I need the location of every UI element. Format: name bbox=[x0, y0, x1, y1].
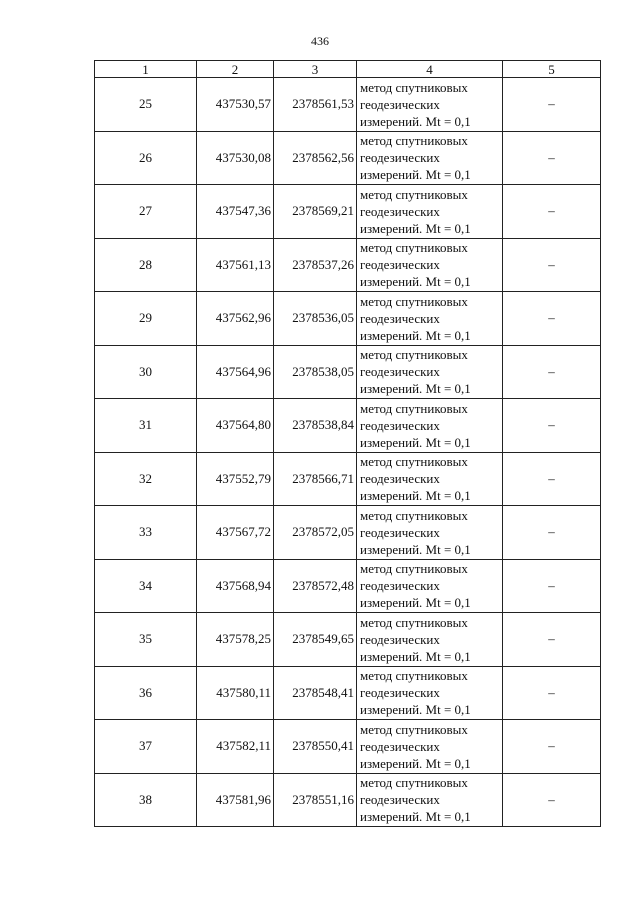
method-line: измерений. Mt = 0,1 bbox=[360, 327, 471, 343]
method-cell bbox=[357, 720, 503, 774]
y-coordinate-cell: 2378566,71 bbox=[274, 452, 357, 506]
y-coordinate-cell: 2378572,05 bbox=[274, 506, 357, 560]
column-5-cell: – bbox=[503, 666, 601, 720]
method-line: геодезических bbox=[360, 257, 440, 273]
method-cell bbox=[357, 452, 503, 506]
y-coordinate-cell: 2378536,05 bbox=[274, 292, 357, 346]
column-5-cell: – bbox=[503, 452, 601, 506]
x-coordinate-cell: 437530,08 bbox=[197, 131, 274, 185]
table-row bbox=[95, 506, 601, 560]
column-header-2: 2 bbox=[197, 61, 274, 78]
method-line: геодезических bbox=[360, 417, 440, 433]
x-coordinate-cell: 437568,94 bbox=[197, 559, 274, 613]
x-coordinate-cell: 437547,36 bbox=[197, 185, 274, 239]
y-coordinate-cell: 2378551,16 bbox=[274, 773, 357, 827]
point-number-cell: 33 bbox=[95, 506, 197, 560]
method-line: измерений. Mt = 0,1 bbox=[360, 381, 471, 397]
column-header-5: 5 bbox=[503, 61, 601, 78]
table-row bbox=[95, 345, 601, 399]
table-row bbox=[95, 720, 601, 774]
method-line: измерений. Mt = 0,1 bbox=[360, 648, 471, 664]
method-line: метод спутниковых bbox=[360, 454, 468, 470]
x-coordinate-cell: 437564,80 bbox=[197, 399, 274, 453]
point-number-cell: 29 bbox=[95, 292, 197, 346]
method-line: метод спутниковых bbox=[360, 775, 468, 791]
method-cell bbox=[357, 773, 503, 827]
method-line: геодезических bbox=[360, 364, 440, 380]
page-number: 436 bbox=[311, 34, 329, 48]
method-cell bbox=[357, 78, 503, 132]
x-coordinate-cell: 437564,96 bbox=[197, 345, 274, 399]
point-number-cell: 30 bbox=[95, 345, 197, 399]
method-line: измерений. Mt = 0,1 bbox=[360, 434, 471, 450]
method-line: метод спутниковых bbox=[360, 507, 468, 523]
method-line: измерений. Mt = 0,1 bbox=[360, 167, 471, 183]
table-row bbox=[95, 399, 601, 453]
x-coordinate-cell: 437561,13 bbox=[197, 238, 274, 292]
table-header-row bbox=[95, 61, 601, 78]
y-coordinate-cell: 2378562,56 bbox=[274, 131, 357, 185]
method-line: метод спутниковых bbox=[360, 240, 468, 256]
column-5-cell: – bbox=[503, 345, 601, 399]
table-row bbox=[95, 773, 601, 827]
x-coordinate-cell: 437552,79 bbox=[197, 452, 274, 506]
point-number-cell: 25 bbox=[95, 78, 197, 132]
point-number-cell: 34 bbox=[95, 559, 197, 613]
method-line: геодезических bbox=[360, 150, 440, 166]
column-5-cell: – bbox=[503, 559, 601, 613]
method-cell bbox=[357, 666, 503, 720]
method-cell bbox=[357, 506, 503, 560]
column-header-1: 1 bbox=[95, 61, 197, 78]
method-line: геодезических bbox=[360, 578, 440, 594]
point-number-cell: 31 bbox=[95, 399, 197, 453]
point-number-cell: 35 bbox=[95, 613, 197, 667]
y-coordinate-cell: 2378550,41 bbox=[274, 720, 357, 774]
y-coordinate-cell: 2378549,65 bbox=[274, 613, 357, 667]
point-number-cell: 26 bbox=[95, 131, 197, 185]
table-row bbox=[95, 185, 601, 239]
method-line: метод спутниковых bbox=[360, 668, 468, 684]
method-line: метод спутниковых bbox=[360, 293, 468, 309]
method-line: измерений. Mt = 0,1 bbox=[360, 274, 471, 290]
column-5-cell: – bbox=[503, 238, 601, 292]
method-line: измерений. Mt = 0,1 bbox=[360, 595, 471, 611]
x-coordinate-cell: 437582,11 bbox=[197, 720, 274, 774]
method-line: геодезических bbox=[360, 471, 440, 487]
method-cell bbox=[357, 345, 503, 399]
method-line: геодезических bbox=[360, 310, 440, 326]
y-coordinate-cell: 2378548,41 bbox=[274, 666, 357, 720]
y-coordinate-cell: 2378569,21 bbox=[274, 185, 357, 239]
method-line: метод спутниковых bbox=[360, 561, 468, 577]
x-coordinate-cell: 437562,96 bbox=[197, 292, 274, 346]
method-line: метод спутниковых bbox=[360, 347, 468, 363]
x-coordinate-cell: 437578,25 bbox=[197, 613, 274, 667]
column-5-cell: – bbox=[503, 399, 601, 453]
column-5-cell: – bbox=[503, 292, 601, 346]
point-number-cell: 36 bbox=[95, 666, 197, 720]
method-line: метод спутниковых bbox=[360, 186, 468, 202]
table-row bbox=[95, 238, 601, 292]
method-line: геодезических bbox=[360, 685, 440, 701]
table-row bbox=[95, 131, 601, 185]
method-cell bbox=[357, 292, 503, 346]
y-coordinate-cell: 2378538,05 bbox=[274, 345, 357, 399]
column-5-cell: – bbox=[503, 78, 601, 132]
x-coordinate-cell: 437581,96 bbox=[197, 773, 274, 827]
x-coordinate-cell: 437530,57 bbox=[197, 78, 274, 132]
y-coordinate-cell: 2378572,48 bbox=[274, 559, 357, 613]
table-row bbox=[95, 452, 601, 506]
method-cell bbox=[357, 613, 503, 667]
table-row bbox=[95, 613, 601, 667]
method-line: измерений. Mt = 0,1 bbox=[360, 702, 471, 718]
table-body bbox=[95, 78, 601, 827]
x-coordinate-cell: 437567,72 bbox=[197, 506, 274, 560]
column-5-cell: – bbox=[503, 720, 601, 774]
method-line: геодезических bbox=[360, 631, 440, 647]
method-line: измерений. Mt = 0,1 bbox=[360, 113, 471, 129]
y-coordinate-cell: 2378537,26 bbox=[274, 238, 357, 292]
method-line: геодезических bbox=[360, 96, 440, 112]
method-line: геодезических bbox=[360, 203, 440, 219]
method-line: метод спутниковых bbox=[360, 614, 468, 630]
method-line: измерений. Mt = 0,1 bbox=[360, 809, 471, 825]
method-cell bbox=[357, 131, 503, 185]
table-row bbox=[95, 559, 601, 613]
method-line: метод спутниковых bbox=[360, 400, 468, 416]
column-5-cell: – bbox=[503, 613, 601, 667]
point-number-cell: 38 bbox=[95, 773, 197, 827]
method-line: геодезических bbox=[360, 524, 440, 540]
method-line: измерений. Mt = 0,1 bbox=[360, 220, 471, 236]
point-number-cell: 32 bbox=[95, 452, 197, 506]
method-line: измерений. Mt = 0,1 bbox=[360, 488, 471, 504]
table-row bbox=[95, 666, 601, 720]
method-line: измерений. Mt = 0,1 bbox=[360, 755, 471, 771]
point-number-cell: 27 bbox=[95, 185, 197, 239]
method-cell bbox=[357, 185, 503, 239]
method-line: геодезических bbox=[360, 738, 440, 754]
column-header-4: 4 bbox=[357, 61, 503, 78]
column-header-3: 3 bbox=[274, 61, 357, 78]
method-line: метод спутниковых bbox=[360, 133, 468, 149]
method-line: метод спутниковых bbox=[360, 721, 468, 737]
point-number-cell: 37 bbox=[95, 720, 197, 774]
column-5-cell: – bbox=[503, 773, 601, 827]
method-cell bbox=[357, 559, 503, 613]
column-5-cell: – bbox=[503, 131, 601, 185]
x-coordinate-cell: 437580,11 bbox=[197, 666, 274, 720]
table-row bbox=[95, 78, 601, 132]
y-coordinate-cell: 2378538,84 bbox=[274, 399, 357, 453]
table-row bbox=[95, 292, 601, 346]
coordinates-table bbox=[94, 60, 601, 827]
method-line: геодезических bbox=[360, 792, 440, 808]
y-coordinate-cell: 2378561,53 bbox=[274, 78, 357, 132]
method-line: измерений. Mt = 0,1 bbox=[360, 541, 471, 557]
column-5-cell: – bbox=[503, 185, 601, 239]
method-cell bbox=[357, 399, 503, 453]
point-number-cell: 28 bbox=[95, 238, 197, 292]
method-cell bbox=[357, 238, 503, 292]
column-5-cell: – bbox=[503, 506, 601, 560]
method-line: метод спутниковых bbox=[360, 79, 468, 95]
